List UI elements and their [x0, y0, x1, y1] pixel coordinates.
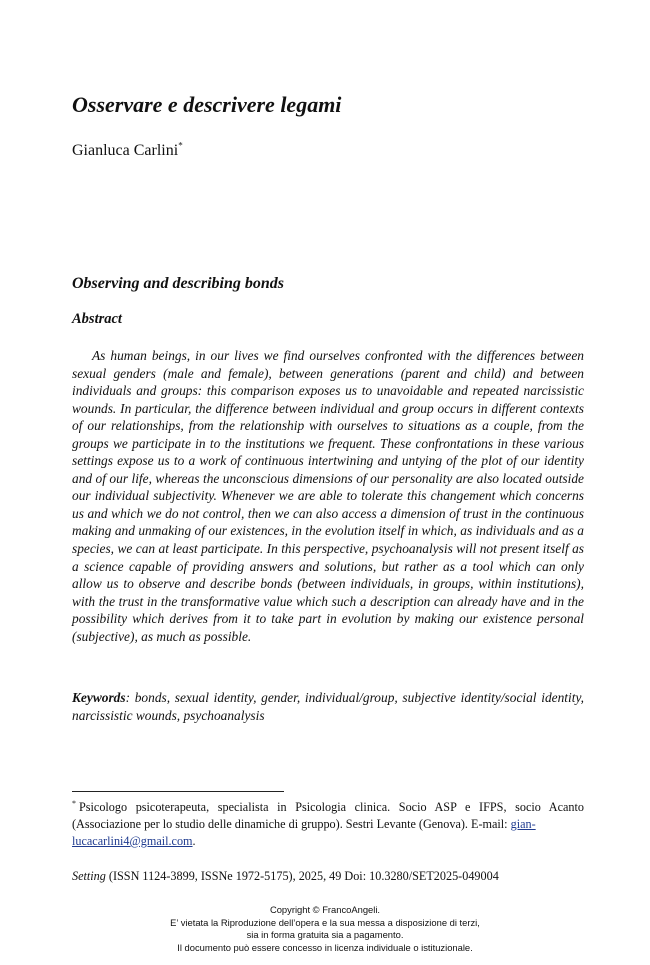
abstract-body: As human beings, in our lives we find ourselves confronted with the differences between sexual genders (male and female), between generations (parent and child) and between individuals and groups: this comparison exposes us to unavoidable and repeated narcissistic wounds. In particular, the difference between individual and group occurs in different contexts of our relationships, from the relationship with ourselves to situations as a couple, from the groups we participate in to the institutions we frequent. These confrontations in these various settings expose us to a work of continuous intertwining and untying of the plot of our identity and of our life, whereas the unconscious dimensions of our personality are also located outside our individual subjectivity. Whenever we are able to tolerate this changement which concerns us and which we do not control, then we can also access a dimension of trust in the continuous making and unmaking of our existences, in the evolution itself in which, as individuals and as a species, we can at least participate. In this perspective, psychoanalysis will not present itself as a science capable of providing answers and solutions, but rather as a tool which can only allow us to observe and describe bonds (between individuals, in groups, within institutions), with the trust in the transformative value which such a description can already have and in the possibility which derives from it to take part in evolution by making our existence personal (subjective), as much as possible.: [72, 348, 584, 644]
keywords-label: Keywords: [72, 690, 126, 705]
footnote-end: .: [192, 834, 196, 848]
article-title: Osservare e descrivere legami: [72, 92, 342, 117]
copyright-line-2: E’ vietata la Riproduzione dell’opera e la sua messa a disposizione di terzi,: [170, 916, 480, 928]
email-head: gian-: [510, 817, 536, 831]
copyright-notice: [0, 904, 650, 954]
email-tail: lucacarlini4@gmail.com: [72, 834, 193, 848]
english-title: Observing and describing bonds: [72, 275, 285, 292]
keywords: [72, 689, 584, 724]
footnote-mark: *: [72, 798, 76, 808]
footnote: [72, 799, 584, 850]
citation: [72, 869, 499, 884]
citation-details: (ISSN 1124-3899, ISSNe 1972-5175), 2025, 49 Doi: 10.3280/SET2025-049004: [105, 869, 499, 883]
abstract-heading: Abstract: [72, 311, 122, 327]
author-name: Gianluca Carlini: [72, 142, 179, 159]
footnote-text: Psicologo psicoterapeuta, specialista in Psicologia clinica. Socio ASP e IFPS, socio Acanto (Associazione per lo studio delle dinamiche di gruppo). Sestri Levante (Genova). E-mail:: [72, 800, 584, 831]
keywords-text: : bonds, sexual identity, gender, individual/group, subjective identity/social identity, narcissistic wounds, psychoanalysis: [72, 690, 584, 723]
author-line: [72, 142, 183, 160]
author-footnote-mark[interactable]: *: [178, 140, 183, 151]
copyright-line-4: Il documento può essere concesso in licenza individuale o istituzionale.: [177, 941, 473, 953]
footnote-divider: [72, 791, 284, 792]
copyright-line-3: sia in forma gratuita sia a pagamento.: [246, 929, 404, 940]
copyright-line-1: Copyright © FrancoAngeli.: [269, 904, 381, 915]
journal-name: Setting: [72, 869, 106, 883]
